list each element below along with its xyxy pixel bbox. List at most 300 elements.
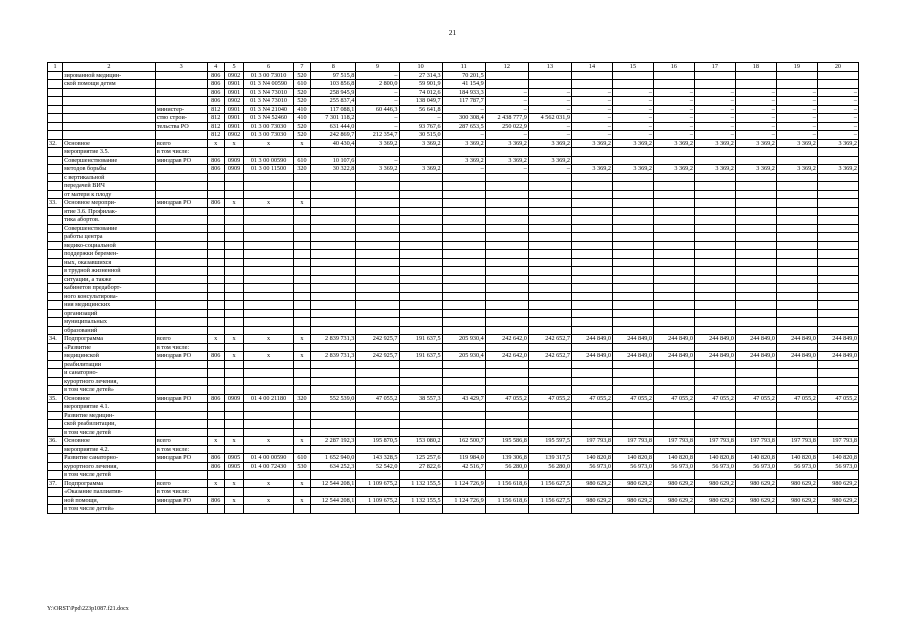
- table-cell: [442, 403, 485, 412]
- table-cell: [735, 471, 776, 480]
- table-cell: [612, 471, 653, 480]
- table-cell: 0902: [224, 131, 243, 140]
- table-cell: [293, 241, 310, 250]
- table-cell: [612, 386, 653, 395]
- table-cell: Развитие санаторно-: [63, 454, 156, 463]
- table-cell: [293, 326, 310, 335]
- table-cell: [612, 148, 653, 157]
- table-cell: [244, 318, 294, 327]
- table-cell: –: [776, 88, 817, 97]
- table-cell: 806: [207, 88, 224, 97]
- table-cell: –: [572, 105, 613, 114]
- table-cell: Основное: [63, 394, 156, 403]
- table-cell: 3 369,2: [528, 156, 571, 165]
- table-cell: [399, 309, 442, 318]
- table-cell: [572, 250, 613, 259]
- table-row: [48, 292, 859, 301]
- table-cell: [817, 360, 858, 369]
- table-cell: [155, 318, 207, 327]
- table-cell: 980 629,2: [817, 479, 858, 488]
- table-cell: 47 055,2: [528, 394, 571, 403]
- table-cell: 806: [207, 394, 224, 403]
- table-cell: методов борьбы: [63, 165, 156, 174]
- table-cell: [155, 403, 207, 412]
- table-cell: [48, 97, 63, 106]
- table-cell: [572, 301, 613, 310]
- table-cell: [207, 309, 224, 318]
- table-cell: [155, 377, 207, 386]
- table-cell: 1 109 675,2: [356, 496, 399, 505]
- table-cell: [694, 80, 735, 89]
- table-cell: [48, 403, 63, 412]
- table-cell: [653, 488, 694, 497]
- table-cell: [244, 224, 294, 233]
- table-cell: [311, 411, 356, 420]
- table-cell: 3 369,2: [735, 165, 776, 174]
- table-cell: министер-: [155, 105, 207, 114]
- table-cell: [572, 488, 613, 497]
- table-cell: 34.: [48, 335, 63, 344]
- table-cell: [356, 428, 399, 437]
- table-cell: [155, 250, 207, 259]
- table-cell: [735, 326, 776, 335]
- table-cell: 806: [207, 496, 224, 505]
- column-header: 2: [63, 63, 156, 72]
- table-cell: 3 369,2: [399, 139, 442, 148]
- table-cell: [311, 233, 356, 242]
- table-cell: [572, 216, 613, 225]
- table-cell: [244, 258, 294, 267]
- table-cell: 980 629,2: [572, 496, 613, 505]
- table-cell: 40 430,4: [311, 139, 356, 148]
- table-cell: [207, 182, 224, 191]
- table-cell: [572, 411, 613, 420]
- table-cell: [155, 224, 207, 233]
- table-cell: [817, 420, 858, 429]
- table-cell: [48, 80, 63, 89]
- table-cell: 3 369,2: [528, 139, 571, 148]
- table-cell: [612, 318, 653, 327]
- table-cell: –: [776, 97, 817, 106]
- table-cell: 631 444,0: [311, 122, 356, 131]
- table-cell: [817, 505, 858, 514]
- table-cell: 1 156 627,5: [528, 496, 571, 505]
- table-cell: [293, 173, 310, 182]
- table-cell: –: [528, 122, 571, 131]
- table-cell: [776, 224, 817, 233]
- table-cell: [155, 241, 207, 250]
- table-cell: 01 3 00 00590: [244, 156, 294, 165]
- table-cell: 01 4 00 00590: [244, 454, 294, 463]
- table-cell: –: [776, 114, 817, 123]
- table-cell: [485, 182, 528, 191]
- table-cell: [653, 428, 694, 437]
- table-cell: 812: [207, 114, 224, 123]
- table-cell: [528, 471, 571, 480]
- table-cell: [572, 318, 613, 327]
- column-header: 19: [776, 63, 817, 72]
- table-cell: [244, 411, 294, 420]
- table-cell: [485, 275, 528, 284]
- table-cell: 242 869,7: [311, 131, 356, 140]
- table-cell: –: [485, 131, 528, 140]
- table-cell: [293, 403, 310, 412]
- table-cell: 410: [293, 114, 310, 123]
- column-header: 10: [399, 63, 442, 72]
- table-cell: [399, 182, 442, 191]
- table-cell: [694, 216, 735, 225]
- table-cell: –: [776, 131, 817, 140]
- table-cell: [399, 148, 442, 157]
- table-cell: [485, 445, 528, 454]
- table-cell: [817, 411, 858, 420]
- table-cell: 01 3 00 73030: [244, 122, 294, 131]
- table-cell: 242 642,0: [485, 335, 528, 344]
- table-cell: [612, 284, 653, 293]
- table-row: [48, 335, 859, 344]
- table-cell: [311, 471, 356, 480]
- table-row: [48, 88, 859, 97]
- table-cell: [293, 343, 310, 352]
- table-cell: [572, 241, 613, 250]
- table-cell: [735, 275, 776, 284]
- table-cell: [612, 445, 653, 454]
- table-cell: 1 156 618,6: [485, 496, 528, 505]
- table-cell: ния медицинских: [63, 301, 156, 310]
- table-cell: x: [293, 479, 310, 488]
- table-cell: [442, 309, 485, 318]
- table-cell: [48, 284, 63, 293]
- table-cell: 140 820,8: [694, 454, 735, 463]
- column-header: 17: [694, 63, 735, 72]
- table-cell: [572, 267, 613, 276]
- table-cell: [207, 224, 224, 233]
- table-cell: x: [224, 139, 243, 148]
- table-cell: [311, 369, 356, 378]
- table-cell: муниципальных: [63, 318, 156, 327]
- table-cell: x: [224, 199, 243, 208]
- table-cell: [653, 420, 694, 429]
- table-cell: [694, 224, 735, 233]
- table-cell: [817, 275, 858, 284]
- table-cell: [442, 386, 485, 395]
- table-cell: [612, 377, 653, 386]
- table-cell: мероприятие 4.2.: [63, 445, 156, 454]
- table-cell: [528, 377, 571, 386]
- table-cell: –: [442, 131, 485, 140]
- table-cell: 244 849,0: [735, 335, 776, 344]
- table-cell: кабинетов предаборт-: [63, 284, 156, 293]
- table-cell: [776, 190, 817, 199]
- table-cell: ситуации, а также: [63, 275, 156, 284]
- table-cell: [485, 241, 528, 250]
- table-cell: [311, 428, 356, 437]
- table-cell: [399, 258, 442, 267]
- table-cell: 610: [293, 80, 310, 89]
- table-cell: [485, 284, 528, 293]
- table-cell: [63, 131, 156, 140]
- table-cell: 3 369,2: [694, 165, 735, 174]
- table-cell: [48, 224, 63, 233]
- table-cell: [694, 318, 735, 327]
- table-cell: [399, 369, 442, 378]
- table-row: [48, 403, 859, 412]
- table-cell: [653, 80, 694, 89]
- table-cell: 33.: [48, 199, 63, 208]
- table-cell: Подпрограмма: [63, 479, 156, 488]
- table-cell: [48, 386, 63, 395]
- table-cell: 140 820,8: [735, 454, 776, 463]
- table-cell: [224, 411, 243, 420]
- table-cell: [356, 471, 399, 480]
- table-cell: [48, 207, 63, 216]
- table-cell: 3 369,2: [817, 165, 858, 174]
- table-cell: [528, 403, 571, 412]
- table-cell: 27 822,6: [399, 462, 442, 471]
- table-cell: –: [528, 131, 571, 140]
- table-cell: [207, 207, 224, 216]
- table-cell: –: [572, 97, 613, 106]
- table-cell: 139 317,5: [528, 454, 571, 463]
- table-cell: [442, 275, 485, 284]
- table-cell: [293, 505, 310, 514]
- table-cell: –: [694, 122, 735, 131]
- table-cell: [207, 326, 224, 335]
- table-cell: [694, 301, 735, 310]
- table-cell: [528, 488, 571, 497]
- table-cell: –: [612, 88, 653, 97]
- table-cell: [244, 292, 294, 301]
- table-cell: [155, 165, 207, 174]
- table-row: [48, 369, 859, 378]
- table-cell: [612, 326, 653, 335]
- table-cell: [528, 216, 571, 225]
- table-cell: [155, 505, 207, 514]
- table-cell: –: [485, 88, 528, 97]
- table-cell: [694, 207, 735, 216]
- table-row: [48, 284, 859, 293]
- table-cell: зированной медицин-: [63, 71, 156, 80]
- table-cell: [694, 505, 735, 514]
- table-cell: в том числе:: [155, 343, 207, 352]
- table-cell: [528, 343, 571, 352]
- table-cell: [485, 173, 528, 182]
- table-cell: [399, 224, 442, 233]
- table-cell: [311, 360, 356, 369]
- table-cell: [653, 369, 694, 378]
- table-cell: [155, 190, 207, 199]
- table-cell: [311, 377, 356, 386]
- column-header: 14: [572, 63, 613, 72]
- table-cell: 0909: [224, 165, 243, 174]
- table-cell: [399, 267, 442, 276]
- table-cell: [776, 318, 817, 327]
- table-cell: 2 438 777,9: [485, 114, 528, 123]
- table-cell: [485, 326, 528, 335]
- table-cell: 47 055,2: [485, 394, 528, 403]
- table-cell: [653, 386, 694, 395]
- table-cell: [817, 326, 858, 335]
- table-cell: 980 629,2: [612, 479, 653, 488]
- table-cell: 117 787,7: [442, 97, 485, 106]
- table-cell: [356, 199, 399, 208]
- table-cell: [48, 411, 63, 420]
- table-cell: [694, 343, 735, 352]
- table-cell: Подпрограмма: [63, 335, 156, 344]
- table-cell: [207, 275, 224, 284]
- table-cell: в трудной жизненной: [63, 267, 156, 276]
- table-cell: [224, 377, 243, 386]
- table-cell: 205 930,4: [442, 335, 485, 344]
- table-cell: [207, 292, 224, 301]
- table-cell: –: [572, 114, 613, 123]
- table-cell: x: [244, 437, 294, 446]
- table-cell: [776, 250, 817, 259]
- table-cell: 3 369,2: [653, 165, 694, 174]
- table-cell: [356, 292, 399, 301]
- table-cell: 980 629,2: [776, 479, 817, 488]
- table-cell: 59 901,9: [399, 80, 442, 89]
- table-cell: [776, 360, 817, 369]
- table-cell: [311, 224, 356, 233]
- table-cell: [155, 258, 207, 267]
- table-cell: 140 820,8: [612, 454, 653, 463]
- table-cell: [244, 420, 294, 429]
- table-cell: 287 653,5: [442, 122, 485, 131]
- table-cell: [63, 122, 156, 131]
- table-cell: [442, 411, 485, 420]
- table-cell: 3 369,2: [442, 139, 485, 148]
- table-cell: [442, 148, 485, 157]
- table-cell: [442, 182, 485, 191]
- table-cell: [485, 420, 528, 429]
- table-cell: [311, 258, 356, 267]
- table-cell: [653, 292, 694, 301]
- table-cell: [817, 190, 858, 199]
- table-cell: [399, 411, 442, 420]
- table-cell: [224, 241, 243, 250]
- table-cell: [244, 173, 294, 182]
- table-cell: [653, 216, 694, 225]
- column-header: 20: [817, 63, 858, 72]
- table-cell: [735, 173, 776, 182]
- table-cell: –: [399, 114, 442, 123]
- table-cell: [612, 258, 653, 267]
- table-cell: «Оказание паллиатив-: [63, 488, 156, 497]
- table-cell: –: [528, 165, 571, 174]
- table-cell: [311, 148, 356, 157]
- table-cell: 140 820,8: [776, 454, 817, 463]
- table-cell: [653, 309, 694, 318]
- column-header: 16: [653, 63, 694, 72]
- table-cell: x: [293, 437, 310, 446]
- table-cell: [244, 267, 294, 276]
- table-cell: –: [694, 88, 735, 97]
- table-cell: 56 973,0: [735, 462, 776, 471]
- table-cell: [528, 318, 571, 327]
- table-cell: [207, 173, 224, 182]
- table-cell: [528, 292, 571, 301]
- table-row: [48, 462, 859, 471]
- table-cell: [155, 173, 207, 182]
- table-cell: [442, 284, 485, 293]
- table-cell: всего: [155, 479, 207, 488]
- table-cell: [155, 360, 207, 369]
- table-cell: [485, 80, 528, 89]
- table-cell: [653, 318, 694, 327]
- table-cell: [48, 173, 63, 182]
- table-cell: [356, 411, 399, 420]
- table-cell: [528, 445, 571, 454]
- table-cell: 12 544 208,1: [311, 479, 356, 488]
- table-cell: 197 793,8: [694, 437, 735, 446]
- table-cell: x: [224, 335, 243, 344]
- table-cell: [442, 199, 485, 208]
- table-cell: 806: [207, 165, 224, 174]
- table-cell: [311, 241, 356, 250]
- table-cell: 242 642,0: [485, 352, 528, 361]
- table-cell: 320: [293, 165, 310, 174]
- table-cell: 520: [293, 131, 310, 140]
- table-cell: 1 124 726,9: [442, 496, 485, 505]
- table-cell: [155, 233, 207, 242]
- table-cell: 806: [207, 80, 224, 89]
- table-cell: [207, 377, 224, 386]
- table-cell: [817, 224, 858, 233]
- table-cell: [293, 216, 310, 225]
- table-cell: [207, 250, 224, 259]
- table-cell: [48, 122, 63, 131]
- table-cell: 244 849,0: [735, 352, 776, 361]
- table-cell: [244, 326, 294, 335]
- table-cell: 93 767,6: [399, 122, 442, 131]
- table-cell: [817, 148, 858, 157]
- table-cell: ской помощи детям: [63, 80, 156, 89]
- table-cell: [612, 233, 653, 242]
- table-cell: Основное: [63, 437, 156, 446]
- column-header: 18: [735, 63, 776, 72]
- table-cell: [776, 284, 817, 293]
- table-cell: [356, 250, 399, 259]
- table-cell: [694, 428, 735, 437]
- table-cell: [207, 343, 224, 352]
- table-cell: –: [442, 165, 485, 174]
- table-cell: 812: [207, 131, 224, 140]
- table-cell: [293, 488, 310, 497]
- table-cell: работы центра: [63, 233, 156, 242]
- table-cell: [293, 318, 310, 327]
- table-cell: x: [244, 479, 294, 488]
- table-cell: 3 369,2: [776, 165, 817, 174]
- table-cell: [48, 301, 63, 310]
- table-cell: [572, 284, 613, 293]
- table-cell: 806: [207, 462, 224, 471]
- table-cell: [817, 369, 858, 378]
- table-cell: [694, 445, 735, 454]
- table-cell: [817, 377, 858, 386]
- table-cell: 47 055,2: [735, 394, 776, 403]
- table-cell: 2 800,0: [356, 80, 399, 89]
- table-cell: [356, 275, 399, 284]
- table-cell: [776, 233, 817, 242]
- table-cell: [48, 182, 63, 191]
- table-cell: [48, 454, 63, 463]
- table-cell: –: [694, 114, 735, 123]
- table-cell: [442, 377, 485, 386]
- table-cell: x: [293, 335, 310, 344]
- column-header: 4: [207, 63, 224, 72]
- table-cell: 119 984,0: [442, 454, 485, 463]
